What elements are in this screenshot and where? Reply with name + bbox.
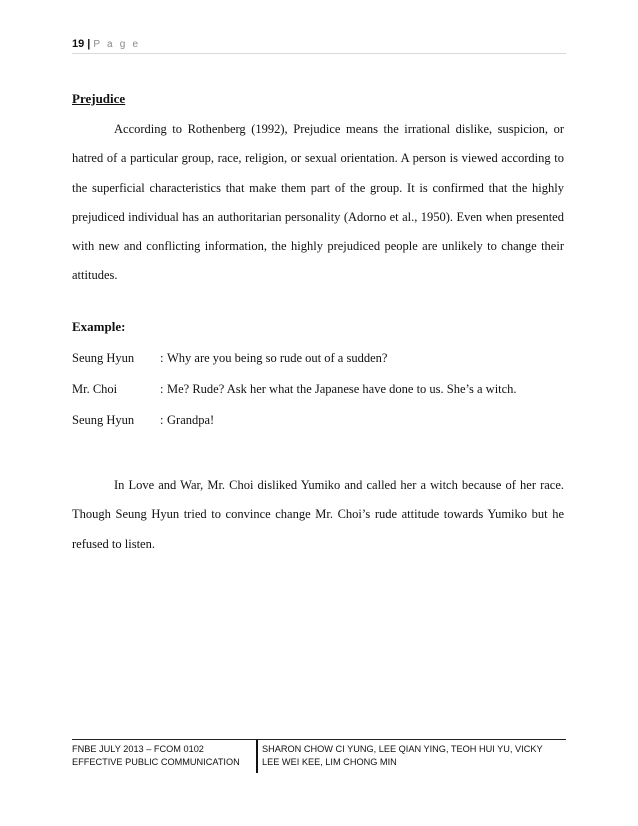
- footer-course-code: FNBE JULY 2013 – FCOM 0102: [72, 744, 204, 754]
- dialogue-colon: :: [160, 351, 164, 365]
- example-heading: Example:: [72, 319, 126, 334]
- dialogue-line: Why are you being so rude out of a sudden?: [167, 351, 388, 365]
- footer-authors-line-1: SHARON CHOW CI YUNG, LEE QIAN YING, TEOH HUI YU, VICKY: [262, 744, 543, 754]
- dialogue-row: [72, 381, 566, 397]
- prejudice-paragraph: According to Rothenberg (1992), Prejudice means the irrational dislike, suspicion, or hatred of a particular group, race, religion, or sexual orientation. A person is viewed according to the superficial characteristics that make them part of the group. It is confirmed that the highly prejudiced individual has an authoritarian personality (Adorno et al., 1950). Even when presented with new and conflicting information, the highly prejudiced people are unlikely to change their attitudes.: [72, 122, 564, 283]
- dialogue-row: [72, 350, 566, 366]
- footer-authors-line-2: LEE WEI KEE, LIM CHONG MIN: [262, 757, 397, 767]
- footer-course-info: [72, 743, 254, 769]
- page-word: P a g e: [93, 39, 141, 50]
- page-number: 19: [72, 38, 85, 50]
- dialogue-line: Me? Rude? Ask her what the Japanese have done to us. She’s a witch.: [167, 382, 517, 396]
- footer-authors: [262, 743, 566, 769]
- dialogue-colon: :: [160, 413, 164, 427]
- page-separator: |: [87, 38, 91, 50]
- prejudice-heading: Prejudice: [72, 91, 126, 106]
- footer-course-title: EFFECTIVE PUBLIC COMMUNICATION: [72, 757, 240, 767]
- page-footer: [72, 739, 566, 774]
- page-header: [72, 37, 566, 54]
- footer-divider: [256, 740, 258, 773]
- dialogue-speaker: Mr. Choi: [72, 382, 118, 396]
- dialogue-speaker: Seung Hyun: [72, 413, 135, 427]
- dialogue-row: [72, 412, 566, 428]
- dialogue-line: Grandpa!: [167, 413, 215, 427]
- analysis-paragraph: In Love and War, Mr. Choi disliked Yumiko and called her a witch because of her race. Though Seung Hyun tried to convince change Mr. Choi’s rude attitude towards Yumiko but he refused to listen.: [72, 478, 564, 551]
- dialogue-colon: :: [160, 382, 164, 396]
- dialogue-speaker: Seung Hyun: [72, 351, 135, 365]
